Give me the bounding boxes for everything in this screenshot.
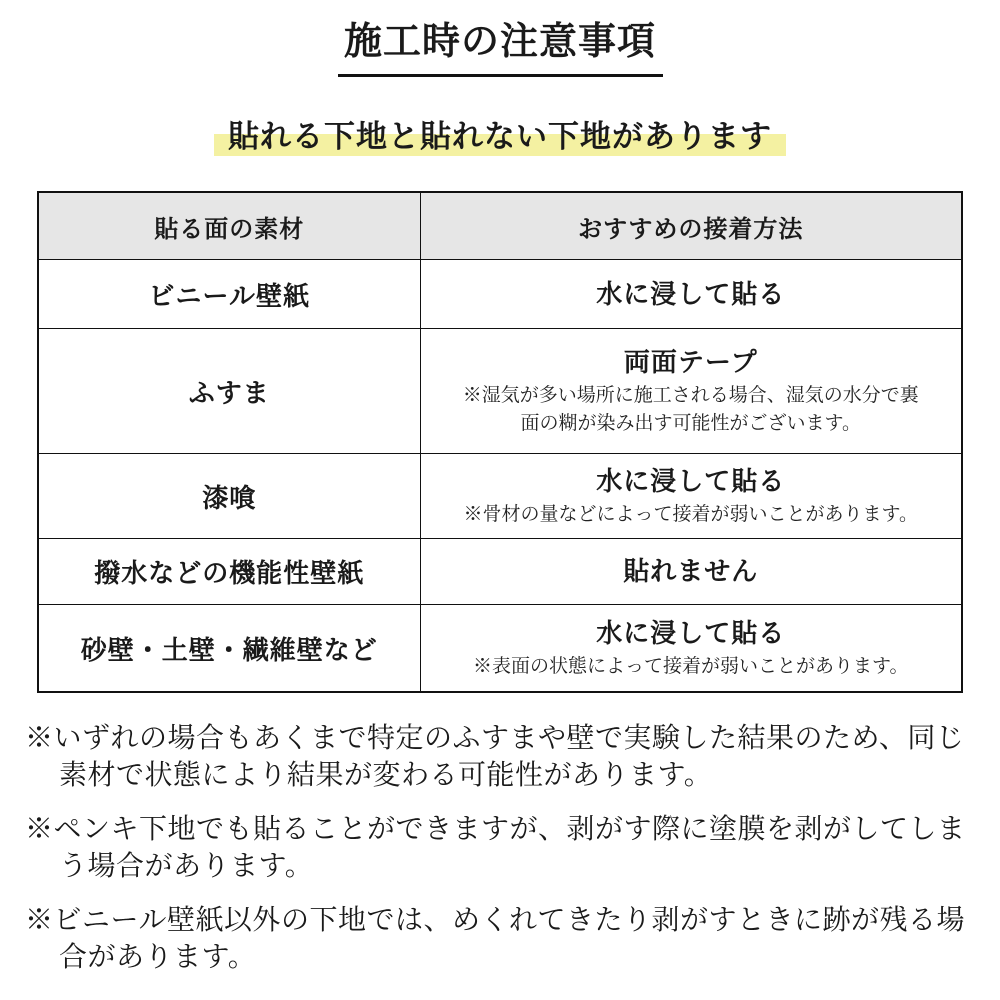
subtitle-row xyxy=(0,117,1000,157)
material-cell: ビニール壁紙 xyxy=(38,260,420,329)
method-cell xyxy=(420,454,962,539)
subtitle-highlighted: 貼れる下地と貼れない下地があります xyxy=(214,117,786,157)
footnote-paint-substrate: ※ペンキ下地でも貼ることができますが、剥がす際に塗膜を剥がしてしまう場合があります。 xyxy=(25,812,966,881)
method-cell xyxy=(420,260,962,329)
method-cell xyxy=(420,605,962,692)
footnote-test-results: ※いずれの場合もあくまで特定のふすまや壁で実験した結果のため、同じ素材で状態により結果が変わる可能性があります。 xyxy=(25,721,965,790)
footnotes-section xyxy=(25,720,974,976)
title-underline xyxy=(338,74,663,77)
table-row-fusuma xyxy=(38,329,962,454)
column-header-method: おすすめの接着方法 xyxy=(420,192,962,260)
method-cell xyxy=(420,539,962,605)
table-row-sand-earth-fiber-wall xyxy=(38,605,962,692)
table-row-plaster xyxy=(38,454,962,539)
method-text: 両面テープ xyxy=(623,347,758,378)
method-text: 水に浸して貼る xyxy=(596,617,786,648)
table-header-row xyxy=(38,192,962,260)
footnote-non-vinyl-substrate: ※ビニール壁紙以外の下地では、めくれてきたり剥がすときに跡が残る場合があります。 xyxy=(25,903,965,972)
installation-precautions-document xyxy=(0,21,1000,1000)
material-cell: 漆喰 xyxy=(38,454,420,539)
method-text: 水に浸して貼る xyxy=(596,466,786,497)
substrate-adhesion-table xyxy=(37,191,963,693)
method-cell xyxy=(420,329,962,454)
method-note: ※表面の状態によって接着が弱いことがあります。 xyxy=(473,656,909,677)
material-cell: ふすま xyxy=(38,329,420,454)
column-header-material: 貼る面の素材 xyxy=(38,192,420,260)
material-cell: 撥水などの機能性壁紙 xyxy=(38,539,420,605)
method-note: ※骨材の量などによって接着が弱いことがあります。 xyxy=(463,504,918,526)
table-row-vinyl-wallpaper xyxy=(38,260,962,329)
material-cell: 砂壁・土壁・繊維壁など xyxy=(38,605,420,692)
method-text: 貼れません xyxy=(623,556,759,587)
method-note: ※湿気が多い場所に施工される場合、湿気の水分で裏面の糊が染み出す可能性がございます。 xyxy=(462,385,919,435)
table-row-water-repellent-wallpaper xyxy=(38,539,962,605)
method-text: 水に浸して貼る xyxy=(596,278,786,309)
page-title: 施工時の注意事項 xyxy=(343,21,656,63)
